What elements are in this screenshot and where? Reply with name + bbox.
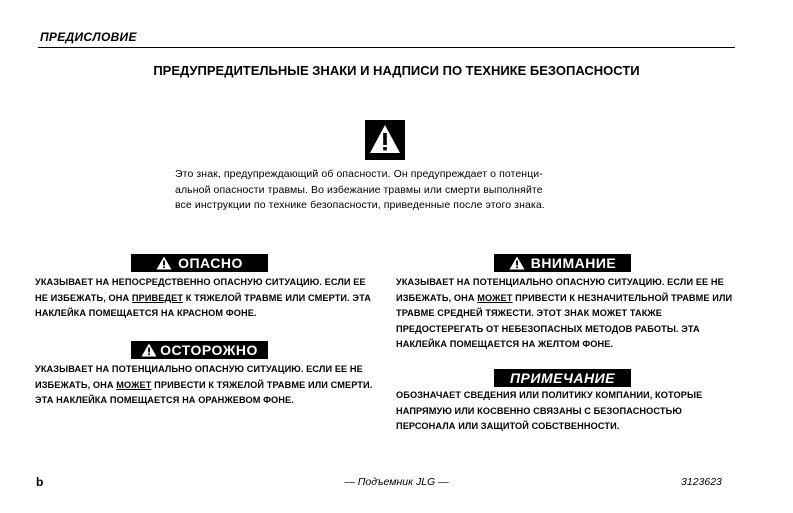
caution-text: [35, 362, 375, 409]
caution-text-pre: УКАЗЫВАЕТ НА ПОТЕНЦИАЛЬНО ОПАСНУЮ СИТУАЦИЮ. ЕСЛИ ЕЕ НЕ ИЗБЕЖАТЬ, ОНА: [35, 364, 363, 390]
notice-text: ОБОЗНАЧАЕТ СВЕДЕНИЯ ИЛИ ПОЛИТИКУ КОМПАНИИ, КОТОРЫЕ НАПРЯМУЮ ИЛИ КОСВЕННО СВЯЗАНЫ С БЕЗОПАСНОСТЬЮ ПЕРСОНАЛА ИЛИ ЗАЩИТОЙ СОБСТВЕННОСТИ.: [396, 390, 703, 431]
warning-triangle-icon: [141, 343, 157, 357]
danger-emphasis: ПРИВЕДЕТ: [131, 292, 184, 303]
warning-triangle-icon: [156, 256, 172, 270]
warning-text-post: ПРИВЕСТИ К НЕЗНАЧИТЕЛЬНОЙ ТРАВМЕ ИЛИ ТРАВМЕ СРЕДНЕЙ ТЯЖЕСТИ. ЭТОТ ЗНАК МОЖЕТ ТАКЖЕ ПРЕДОСТЕРЕГАТЬ ОТ НЕБЕЗОПАСНЫХ МЕТОДОВ РАБОТЫ. ЭТА НАКЛЕЙКА ПОМЕЩАЕТСЯ НА ЖЕЛТОМ ФОНЕ.: [396, 292, 733, 349]
header-rule: [38, 47, 735, 48]
caution-emphasis: МОЖЕТ: [116, 379, 152, 390]
footer-title: — Подъемник JLG —: [344, 476, 449, 488]
warning-triangle-icon: [509, 256, 525, 270]
page-title: ПРЕДУПРЕДИТЕЛЬНЫЕ ЗНАКИ И НАДПИСИ ПО ТЕХНИКЕ БЕЗОПАСНОСТИ: [153, 63, 640, 78]
intro-text: [175, 167, 615, 214]
warning-text-pre: УКАЗЫВАЕТ НА ПОТЕНЦИАЛЬНО ОПАСНУЮ СИТУАЦИЮ. ЕСЛИ ЕЕ НЕ ИЗБЕЖАТЬ, ОНА: [396, 277, 724, 303]
intro-line: все инструкции по технике безопасности, приведенные после этого знака.: [175, 199, 545, 211]
doc-number: 3123623: [681, 476, 722, 488]
section-header: ПРЕДИСЛОВИЕ: [40, 30, 137, 44]
danger-text: [35, 275, 375, 322]
danger-badge: [131, 254, 268, 272]
caution-label: ОСТОРОЖНО: [160, 342, 258, 358]
caution-text-post: ПРИВЕСТИ К ТЯЖЕЛОЙ ТРАВМЕ ИЛИ СМЕРТИ. ЭТА НАКЛЕЙКА ПОМЕЩАЕТСЯ НА ОРАНЖЕВОМ ФОНЕ.: [35, 379, 373, 405]
intro-line: альной опасности травмы. Во избежание травмы или смерти выполняйте: [175, 183, 543, 196]
intro-line: Это знак, предупреждающий об опасности. Он предупреждает о потенци-: [175, 168, 543, 180]
notice-label: ПРИМЕЧАНИЕ: [509, 370, 616, 386]
warning-text: [396, 275, 736, 353]
danger-text-pre: УКАЗЫВАЕТ НА НЕПОСРЕДСТВЕННО ОПАСНУЮ СИТУАЦИЮ. ЕСЛИ ЕЕ НЕ ИЗБЕЖАТЬ, ОНА: [35, 277, 366, 303]
notice-badge: [494, 369, 631, 387]
danger-label: ОПАСНО: [178, 255, 243, 271]
danger-text-post: К ТЯЖЕЛОЙ ТРАВМЕ ИЛИ СМЕРТИ. ЭТА НАКЛЕЙКА ПОМЕЩАЕТСЯ НА КРАСНОМ ФОНЕ.: [35, 292, 371, 318]
warning-label: ВНИМАНИЕ: [530, 255, 617, 271]
caution-badge: [131, 341, 268, 359]
page-number: b: [36, 475, 44, 489]
warning-badge: [494, 254, 631, 272]
warning-triangle-icon: [365, 120, 405, 160]
warning-emphasis: МОЖЕТ: [477, 292, 513, 303]
